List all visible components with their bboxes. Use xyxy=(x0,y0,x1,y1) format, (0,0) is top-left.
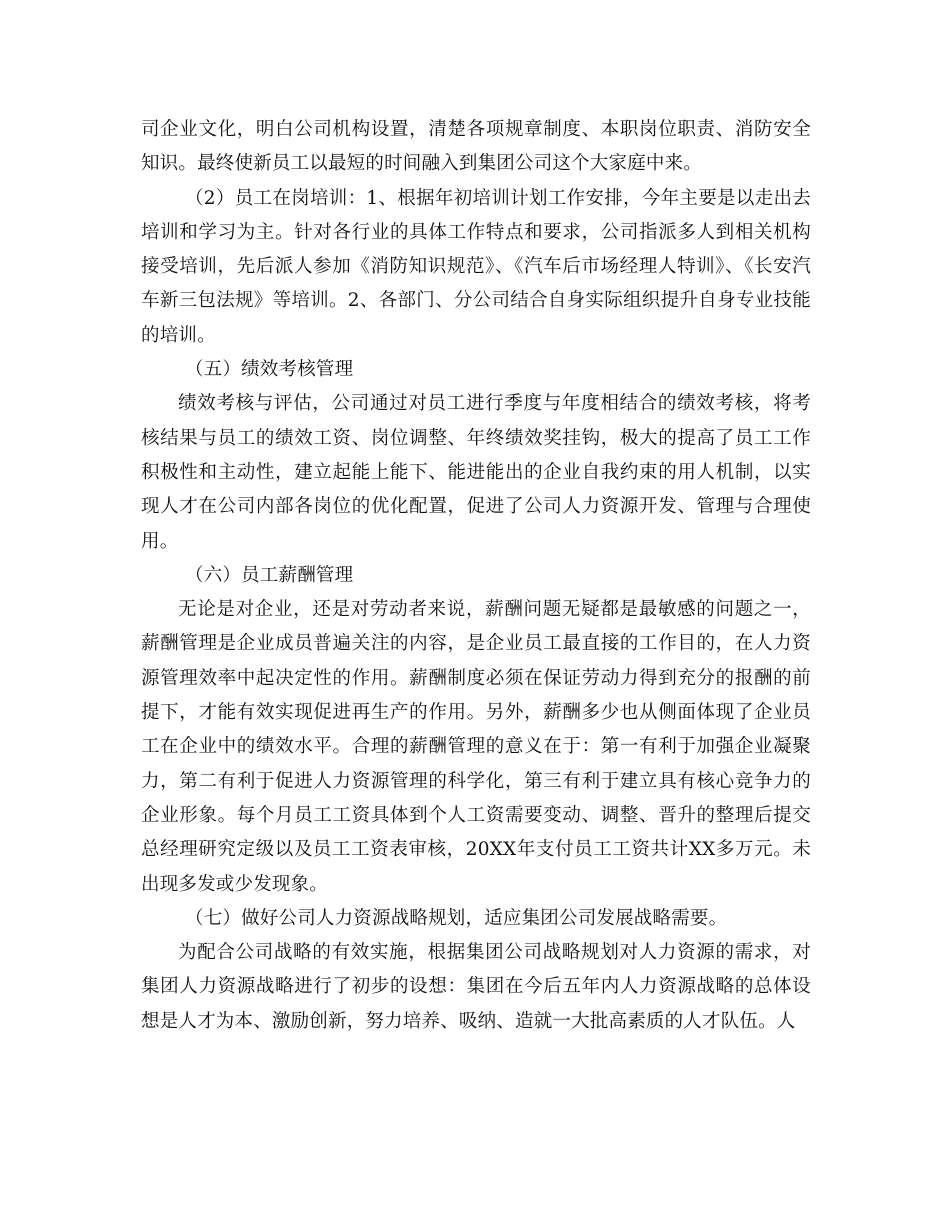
section-heading-performance: （五）绩效考核管理 xyxy=(185,359,354,381)
section-heading-salary: （六）员工薪酬管理 xyxy=(185,564,354,586)
paragraph-hr-strategy: 为配合公司战略的有效实施，根据集团公司战略规划对人力资源的需求，对集团人力资源战略进行了初步的设想：集团在今后五年内人力资源战略的总体设想是人才为本、激励创新，努力培养、吸纳、造就一大批高素质的人才队伍。人 xyxy=(141,942,811,1032)
paragraph-continuation: 司企业文化，明白公司机构设置，清楚各项规章制度、本职岗位职责、消防安全知识。最终使新员工以最短的时间融入到集团公司这个大家庭中来。 xyxy=(141,119,811,175)
document-body xyxy=(141,113,811,1039)
paragraph-performance: 绩效考核与评估，公司通过对员工进行季度与年度相结合的绩效考核，将考核结果与员工的绩效工资、岗位调整、年终绩效奖挂钩，极大的提高了员工工作积极性和主动性，建立起能上能下、能进能出的企业自我约束的用人机制，以实现人才在公司内部各岗位的优化配置，促进了公司人力资源开发、管理与合理使用。 xyxy=(141,393,811,552)
paragraph-salary: 无论是对企业，还是对劳动者来说，薪酬问题无疑都是最敏感的问题之一，薪酬管理是企业成员普遍关注的内容，是企业员工最直接的工作目的，在人力资源管理效率中起决定性的作用。薪酬制度必须在保证劳动力得到充分的报酬的前提下，才能有效实现促进再生产的作用。另外，薪酬多少也从侧面体现了企业员工在企业中的绩效水平。合理的薪酬管理的意义在于：第一有利于加强企业凝聚力，第二有利于促进人力资源管理的科学化，第三有利于建立具有核心竞争力的企业形象。每个月员工工资具体到个人工资需要变动、调整、晋升的整理后提交总经理研究定级以及员工工资表审核，20XX年支付员工工资共计XX多万元。未出现多发或少发现象。 xyxy=(141,599,811,895)
paragraph-in-post-training: （2）员工在岗培训：1、根据年初培训计划工作安排，今年主要是以走出去培训和学习为主。针对各行业的具体工作特点和要求，公司指派多人到相关机构接受培训，先后派人参加《消防知识规范》、《汽车后市场经理人特训》、《长安汽车新三包法规》等培训。2、各部门、分公司结合自身实际组织提升自身专业技能的培训。 xyxy=(141,187,811,346)
section-heading-hr-strategy: （七）做好公司人力资源战略规划，适应集团公司发展战略需要。 xyxy=(185,907,728,929)
